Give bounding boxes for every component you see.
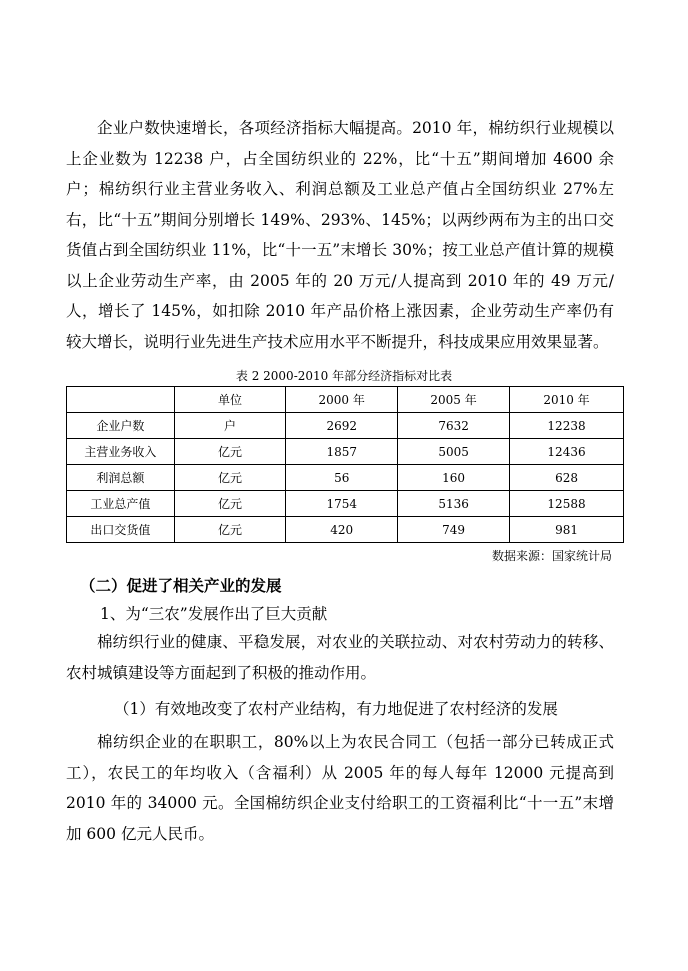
value-cell: 12588: [510, 491, 624, 517]
value-cell: 749: [398, 517, 510, 543]
header-cell: 单位: [174, 387, 286, 413]
table-row: [67, 465, 624, 491]
paragraph-worker-income: 棉纺织企业的在职职工，80%以上为农民合同工（包括一部分已转成正式工），农民工的年均收入（含福利）从 2005 年的每人每年 12000 元提高到 2010 年的 34000 元。全国棉纺织企业支付给职工的工资福利比“十一五”末增加 600 亿元人民币。: [66, 733, 614, 843]
row-label: 企业户数: [67, 413, 175, 439]
header-cell: 2010 年: [510, 387, 624, 413]
value-cell: 5136: [398, 491, 510, 517]
paragraph-agriculture-impact: 棉纺织行业的健康、平稳发展，对农业的关联拉动、对农村劳动力的转移、农村城镇建设等方面起到了积极的推动作用。: [66, 633, 614, 682]
row-label: 利润总额: [67, 465, 175, 491]
value-cell: 12436: [510, 439, 624, 465]
value-cell: 1857: [286, 439, 398, 465]
subheading-rural-structure: （1）有效地改变了农村产业结构，有力地促进了农村经济的发展: [114, 700, 558, 718]
subheading-sannong: 1、为“三农”发展作出了巨大贡献: [100, 605, 328, 623]
data-source-note: 数据来源：国家统计局: [491, 549, 612, 563]
value-cell: 7632: [398, 413, 510, 439]
unit-cell: 亿元: [174, 439, 286, 465]
unit-cell: 亿元: [174, 517, 286, 543]
paragraph-enterprise-growth: 企业户数快速增长，各项经济指标大幅提高。2010 年，棉纺织行业规模以上企业数为 12238 户，占全国纺织业的 22%，比“十五”期间增加 4600 余户；棉纺织行业主营业务收入、利润总额及工业总产值占全国纺织业 27%左右，比“十五”期间分别增长 149%、293%、145%；以两纱两布为主的出口交货值占到全国纺织业 11%，比“十一五”末增长 30%；按工业总产值计算的规模以上企业劳动生产率，由 2005 年的 20 万元/人提高到 2010 年的 49 万元/人，增长了 145%，如扣除 2010 年产品价格上涨因素，企业劳动生产率仍有较大增长，说明行业先进生产技术应用水平不断提升，科技成果应用效果显著。: [66, 119, 614, 351]
unit-cell: 户: [174, 413, 286, 439]
header-cell: 2000 年: [286, 387, 398, 413]
header-cell: [67, 387, 175, 413]
unit-cell: 亿元: [174, 491, 286, 517]
table-header-row: [67, 387, 624, 413]
row-label: 工业总产值: [67, 491, 175, 517]
row-label: 主营业务收入: [67, 439, 175, 465]
value-cell: 160: [398, 465, 510, 491]
value-cell: 12238: [510, 413, 624, 439]
value-cell: 628: [510, 465, 624, 491]
unit-cell: 亿元: [174, 465, 286, 491]
value-cell: 56: [286, 465, 398, 491]
value-cell: 5005: [398, 439, 510, 465]
value-cell: 2692: [286, 413, 398, 439]
value-cell: 1754: [286, 491, 398, 517]
table-row: [67, 439, 624, 465]
table-row: [67, 413, 624, 439]
table-caption: 表 2 2000-2010 年部分经济指标对比表: [235, 369, 453, 383]
table-row: [67, 517, 624, 543]
table-row: [67, 491, 624, 517]
value-cell: 420: [286, 517, 398, 543]
header-cell: 2005 年: [398, 387, 510, 413]
row-label: 出口交货值: [67, 517, 175, 543]
value-cell: 981: [510, 517, 624, 543]
section-heading: （二）促进了相关产业的发展: [80, 576, 282, 595]
economic-indicators-table: [66, 386, 624, 543]
